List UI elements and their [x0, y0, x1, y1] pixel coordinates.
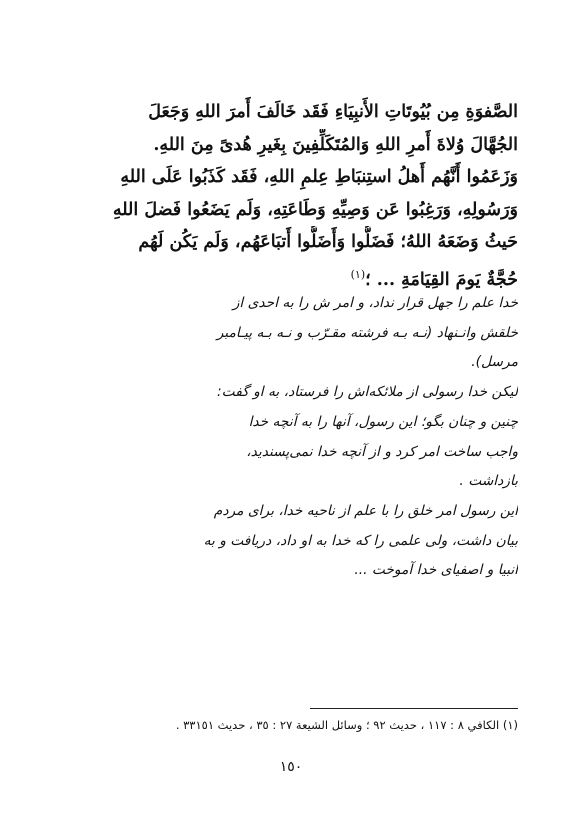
persian-line: خدا علم را جهل قرار نداد، و امر ش را به احدی از — [232, 295, 518, 311]
arabic-line: وَرَسُولِهِ، وَرَغِبُوا عَن وَصِيِّهِ وَطَاعَتِهِ، وَلَم يَضَعُوا فَضلَ اللهِ — [112, 199, 518, 220]
arabic-line: وَزَعَمُوا أَنَّهُم أَهلُ استِنبَاطِ عِلمِ اللهِ، فَقَد كَذَبُوا عَلَى اللهِ — [120, 167, 518, 187]
persian-line: بیان داشت، ولی علمی را که خدا به او داد، دریافت و به — [203, 532, 518, 549]
persian-line: لیکن خدا رسولی از ملائکه‌اش را فرستاد، به او گفت: — [217, 384, 518, 401]
footnote-marker: (١) — [350, 267, 366, 281]
arabic-hadith-text — [62, 96, 518, 296]
persian-paragraph — [62, 378, 518, 497]
persian-line: چنین و چنان بگو؛ این رسول، آنها را به آنچه خدا — [248, 413, 518, 430]
persian-line: انبیا و اصفیای خدا آموخت ... — [354, 562, 518, 579]
persian-paragraph — [62, 497, 518, 586]
arabic-line: الجُهَّالَ وُلاةَ أَمرِ اللهِ وَالمُتَكَلِّفِينَ بِغَيرِ هُدىً مِنَ اللهِ. — [153, 134, 518, 155]
persian-line: واجب ساخت امر کرد و از آنچه خدا نمی‌پسندید، — [246, 443, 518, 460]
footnote-divider — [310, 708, 518, 709]
persian-line: بازداشت . — [459, 473, 518, 490]
arabic-line: حَيثُ وَضَعَهُ اللهُ؛ فَضَلُّوا وَأَضَلُّوا أَتبَاعَهُم، وَلَم يَكُن لَهُم — [138, 232, 518, 252]
persian-line: خلقش وانـنهاد (نـه بـه فرشته مقـرّب و نـه بـه پیـامبر — [216, 324, 518, 341]
page-number: ١٥٠ — [279, 759, 303, 775]
arabic-line: الصَّفوَةِ مِن بُيُوتَاتِ الأَنبِيَاءِ فَقَد خَالَفَ أَمرَ اللهِ وَجَعَلَ — [148, 102, 518, 122]
persian-line: مرسل). — [471, 354, 518, 371]
persian-translation — [62, 289, 518, 586]
footnote: (١) الكافي ٨ : ١١٧ ، حديث ٩٢ ؛ وسائل الشيعة ٢٧ : ٣٥ ، حديث ٣٣١٥١ . — [175, 718, 518, 732]
persian-paragraph — [62, 289, 518, 378]
arabic-line-text: حُجَّةٌ يَومَ القِيَامَةِ ... ؛ — [365, 269, 518, 290]
persian-line: این رسول امر خلق را با علم از ناحیه خدا، برای مردم — [213, 502, 518, 519]
